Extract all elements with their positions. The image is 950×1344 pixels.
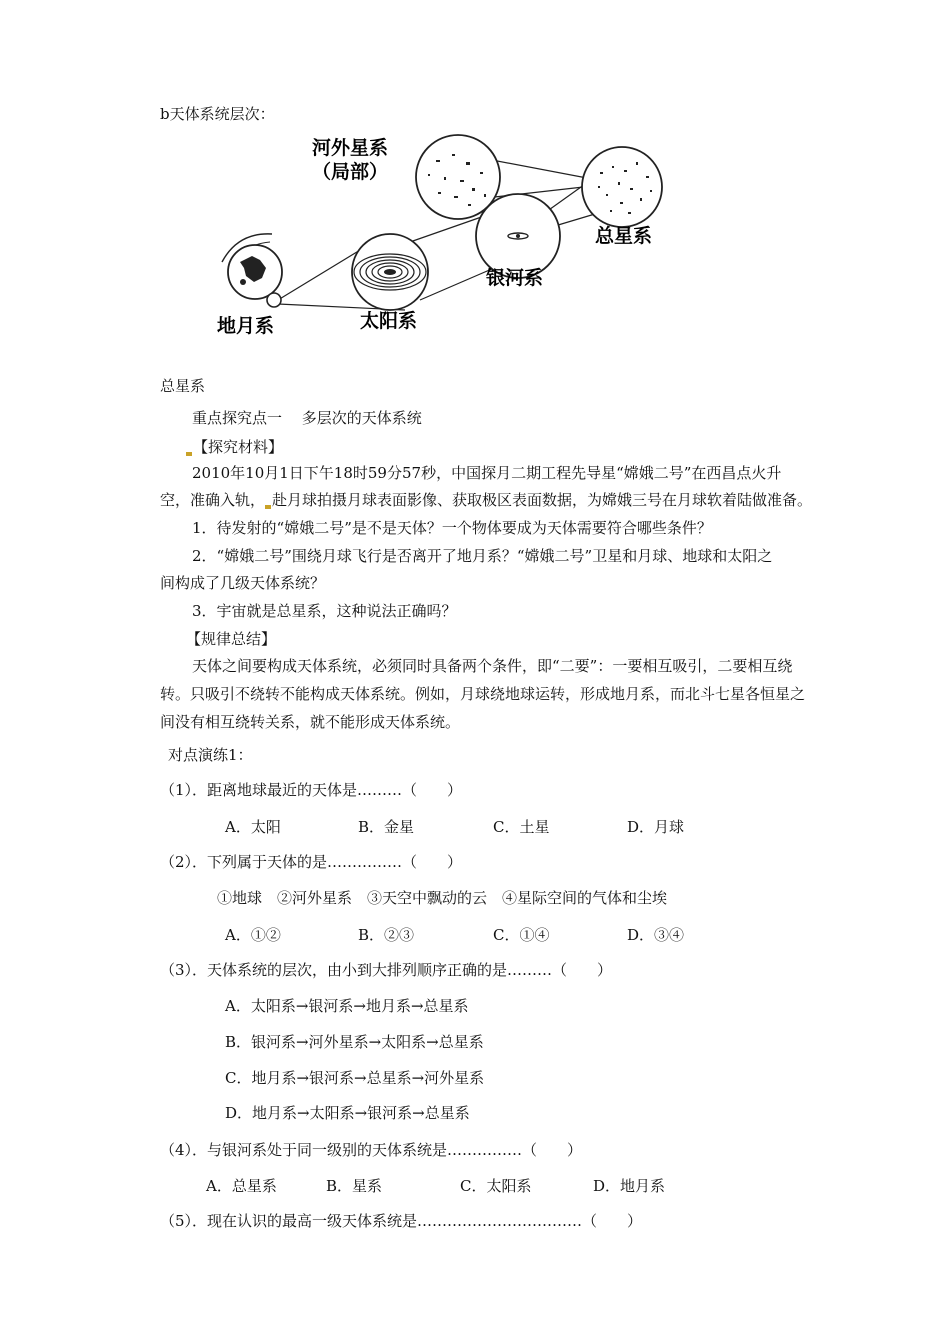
exercise-5-stem: （5）．现在认识的最高一级天体系统是……………………………（ ）	[160, 1212, 643, 1230]
section-title: 重点探究点一 多层次的天体系统	[192, 409, 422, 427]
exercise-4-option-d: D．地月系	[593, 1177, 666, 1195]
exercise-4-option-b: B．星系	[326, 1177, 383, 1195]
label-earth-moon: 地月系	[217, 315, 275, 337]
label-extragalactic: 河外星系	[312, 137, 389, 159]
label-universe: 总星系	[595, 225, 653, 247]
exercise-2-option-b: B．②③	[358, 926, 415, 944]
exercise-1-stem: （1）．距离地球最近的天体是………（ ）	[160, 781, 463, 799]
question-1: 1．待发射的“嫦娥二号”是不是天体？一个物体要成为天体需要符合哪些条件？	[192, 519, 712, 537]
question-2-line-1: 2．“嫦娥二号”围绕月球飞行是否离开了地月系？“嫦娥二号”卫星和月球、地球和太阳之	[192, 547, 773, 565]
question-3: 3．宇宙就是总星系，这种说法正确吗？	[192, 602, 457, 620]
exercise-3-option-b: B．银河系→河外星系→太阳系→总星系	[225, 1033, 484, 1051]
exercise-2-stem: （2）．下列属于天体的是……………（ ）	[160, 853, 463, 871]
exercise-1-option-a: A．太阳	[225, 818, 281, 836]
highlight-mark	[265, 505, 271, 509]
exercise-2-items: ①地球 ②河外星系 ③天空中飘动的云 ④星际空间的气体和尘埃	[217, 889, 668, 907]
highlight-mark	[186, 452, 192, 456]
section-heading: b天体系统层次：	[160, 105, 275, 123]
summary-line-1: 天体之间要构成天体系统，必须同时具备两个条件，即“二要”：一要相互吸引，二要相互绕	[192, 657, 793, 675]
exercise-3-option-c: C．地月系→银河系→总星系→河外星系	[225, 1069, 485, 1087]
summary-line-2: 转。只吸引不绕转不能构成天体系统。例如，月球绕地球运转，形成地月系，而北斗七星各恒星之	[160, 685, 806, 703]
label-solar-system: 太阳系	[360, 310, 418, 332]
exercise-1-option-c: C．土星	[493, 818, 550, 836]
practice-title: 对点演练1：	[168, 746, 253, 764]
material-line-2	[160, 490, 812, 510]
label-milky-way: 银河系	[486, 267, 544, 289]
solar-system-graphic	[352, 234, 428, 310]
exercise-1-option-d: D．月球	[627, 818, 685, 836]
exercise-2-option-d: D．③④	[627, 926, 685, 944]
earth-moon-system-graphic	[222, 234, 282, 307]
exercise-2-option-a: A．①②	[225, 926, 281, 944]
summary-label: 【规律总结】	[186, 630, 277, 648]
exercise-1-option-b: B．金星	[358, 818, 415, 836]
exercise-4-option-a: A．总星系	[206, 1177, 277, 1195]
material-label-text: 【探究材料】	[193, 438, 284, 456]
material-line-2a: 空，准确入轨，	[160, 491, 266, 509]
exercise-3-stem: （3）．天体系统的层次，由小到大排列顺序正确的是………（ ）	[160, 961, 613, 979]
question-2-line-2: 间构成了几级天体系统？	[160, 574, 326, 592]
material-line-2b: 赴月球拍摄月球表面影像、获取极区表面数据，为嫦娥三号在月球软着陆做准备。	[272, 491, 813, 509]
summary-line-3: 间没有相互绕转关系，就不能形成天体系统。	[160, 713, 461, 731]
material-line-1: 2010年10月1日下午18时59分57秒，中国探月二期工程先导星“嫦娥二号”在西昌点火升	[192, 464, 782, 482]
extragalactic-galaxies-graphic	[416, 135, 500, 219]
figure-caption: 总星系	[160, 377, 206, 395]
celestial-hierarchy-diagram	[200, 132, 680, 337]
exercise-2-option-c: C．①④	[493, 926, 550, 944]
material-label	[186, 437, 283, 457]
exercise-3-option-a: A．太阳系→银河系→地月系→总星系	[225, 997, 469, 1015]
universe-graphic	[582, 147, 662, 227]
exercise-4-stem: （4）．与银河系处于同一级别的天体系统是……………（ ）	[160, 1141, 583, 1159]
label-extragalactic-partial: （局部）	[312, 161, 389, 183]
exercise-4-option-c: C．太阳系	[460, 1177, 532, 1195]
exercise-3-option-d: D．地月系→太阳系→银河系→总星系	[225, 1104, 470, 1122]
